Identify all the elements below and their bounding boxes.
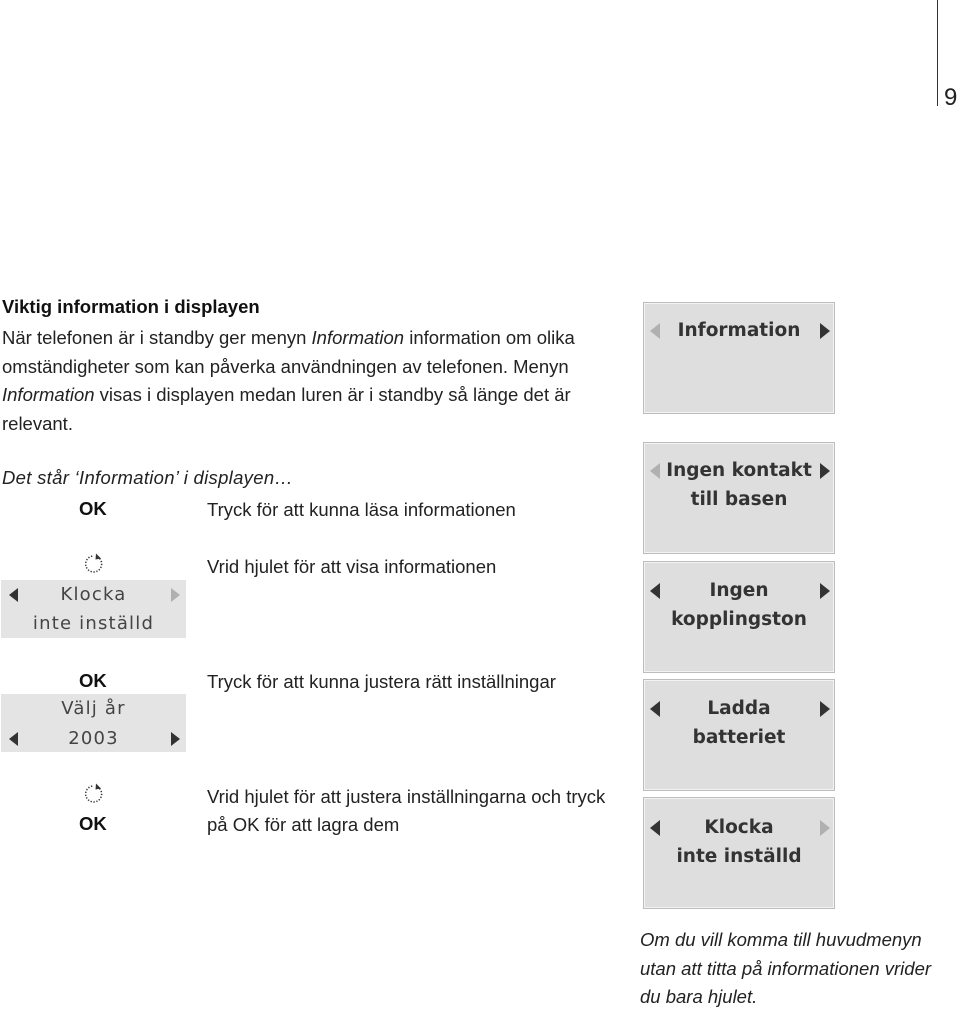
display-line-1: Ladda bbox=[707, 698, 771, 719]
rotate-wheel-icon bbox=[82, 553, 104, 575]
page-number-rule bbox=[937, 0, 938, 106]
step-2-text: Vrid hjulet för att visa informationen bbox=[207, 556, 497, 577]
footnote: Om du vill komma till huvudmenyn utan att titta på informationen vrider du bara hjulet. bbox=[640, 929, 932, 1007]
display-clock-not-set bbox=[643, 797, 835, 909]
intro-text-2: information om olika omständigheter som kan påverka användningen av telefonen. Menyn bbox=[2, 327, 575, 377]
step-4-text: Vrid hjulet för att justera inställningarna och tryck på OK för att lagra dem bbox=[207, 786, 606, 835]
display-line-1: Information bbox=[677, 320, 801, 341]
display-line-1: Klocka bbox=[60, 584, 127, 605]
intro-emphasis-2: Information bbox=[2, 384, 95, 405]
ok-key-label: OK bbox=[79, 813, 107, 834]
ok-key-label: OK bbox=[79, 498, 107, 519]
display-select-year-small bbox=[1, 694, 186, 752]
display-line-2: inte inställd bbox=[676, 846, 802, 867]
display-information bbox=[643, 302, 835, 414]
display-no-dial-tone bbox=[643, 561, 835, 673]
subheading: Det står ‘Information’ i displayen… bbox=[2, 467, 294, 488]
display-no-base-contact bbox=[643, 442, 835, 554]
display-line-2: kopplingston bbox=[671, 609, 807, 630]
intro-text-3: visas i displayen medan luren är i standby så länge det är relevant. bbox=[2, 384, 571, 434]
step-1-text: Tryck för att kunna läsa informationen bbox=[207, 499, 516, 520]
section-heading: Viktig information i displayen bbox=[2, 296, 260, 317]
intro-text-1: När telefonen är i standby ger menyn bbox=[2, 327, 312, 348]
step-3-text: Tryck för att kunna justera rätt inställningar bbox=[207, 671, 556, 692]
display-clock-not-set-small bbox=[1, 580, 186, 638]
intro-emphasis-1: Information bbox=[311, 327, 405, 348]
display-line-2: till basen bbox=[690, 489, 788, 510]
display-charge-battery bbox=[643, 679, 835, 791]
intro-paragraph bbox=[2, 324, 622, 438]
page-number: 9 bbox=[944, 84, 958, 111]
display-line-2: 2003 bbox=[68, 728, 119, 749]
display-line-2: batteriet bbox=[692, 727, 786, 748]
display-line-1: Ingen bbox=[709, 580, 769, 601]
ok-key-label: OK bbox=[79, 670, 107, 691]
display-line-2: inte inställd bbox=[32, 613, 155, 634]
display-line-1: Klocka bbox=[704, 817, 774, 838]
display-line-1: Ingen kontakt bbox=[666, 460, 812, 481]
display-line-1: Välj år bbox=[61, 698, 126, 719]
rotate-wheel-icon bbox=[82, 783, 104, 805]
